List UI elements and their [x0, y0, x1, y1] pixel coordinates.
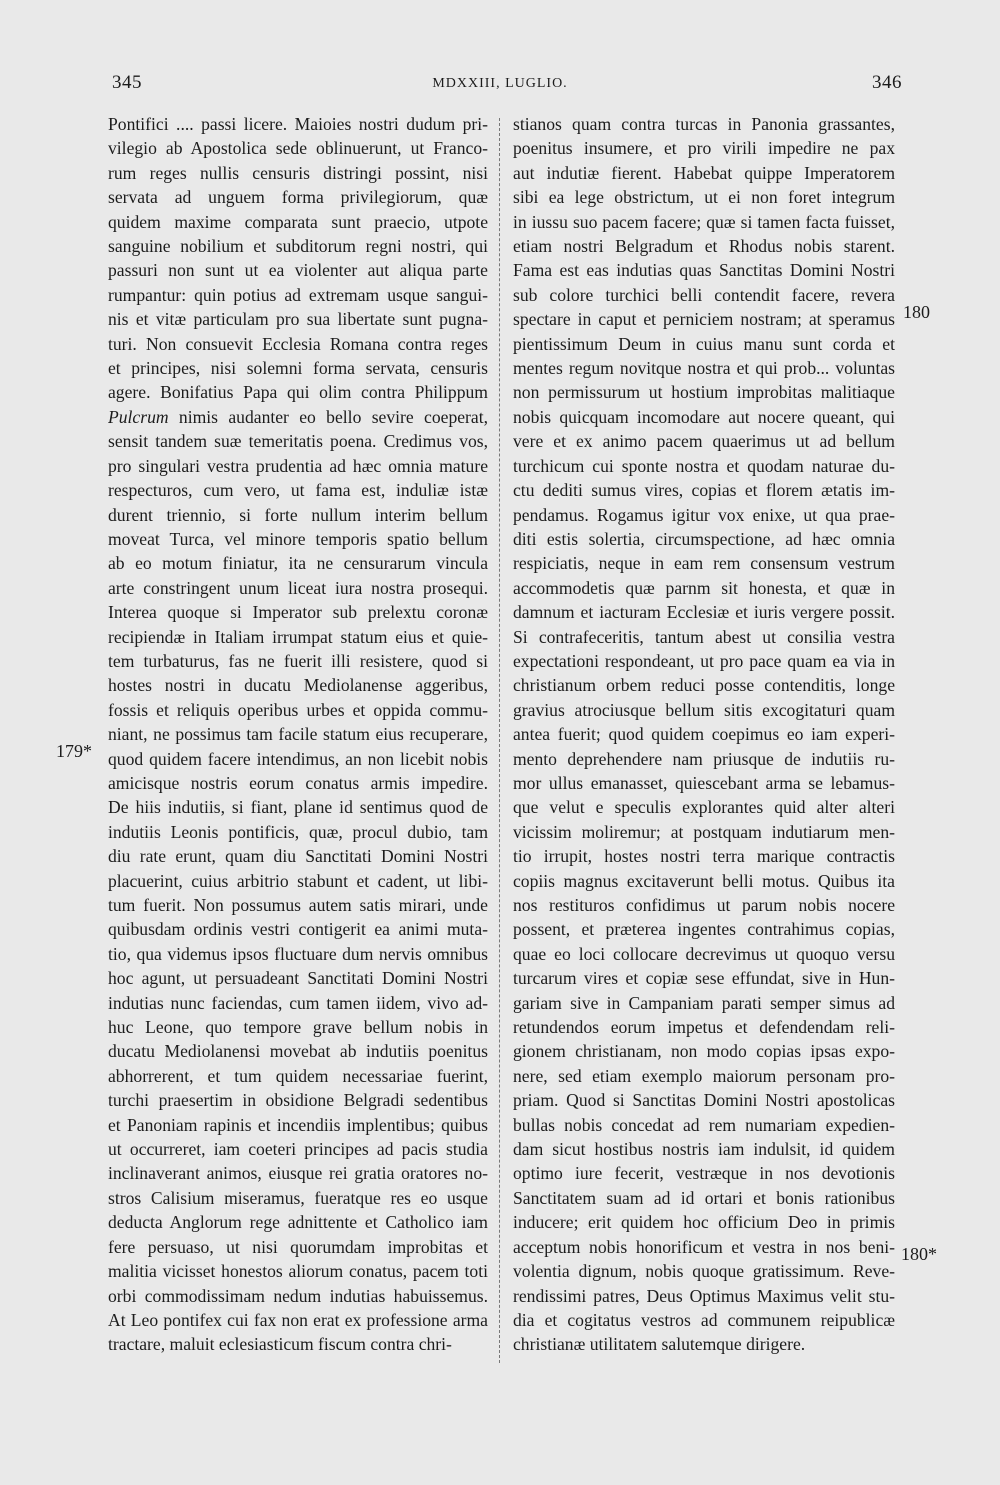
margin-note-180: 180	[903, 302, 930, 322]
text-line: placuerint, cuius arbitrio stabunt et cadent, ut libi-	[108, 870, 488, 891]
text-line: sensit tandem suæ temeritatis poena. Credimus vos,	[108, 431, 488, 452]
text-line: nis et vitæ particulam pro sua libertate sunt pugna-	[108, 309, 488, 330]
column-divider	[499, 118, 500, 1363]
text-line: mor ullus emanasset, quiescebant arma se lebamus-	[513, 772, 895, 793]
text-line: vere et ex animo pacem quaerimus ut ad bellum	[513, 431, 895, 452]
text-line: mento deprehendere nam priusque de indutiis ru-	[513, 748, 895, 769]
text-line: stros Calisium miseramus, fueratque res eo usque	[108, 1187, 488, 1208]
text-line: priam. Quod si Sanctitas Domini Nostri apostolicas	[513, 1090, 895, 1111]
text-line: Interea quoque si Imperator sub prelextu coronæ	[108, 602, 488, 623]
text-line: poenitus insumere, et pro virili impedire ne pax	[513, 138, 895, 159]
text-line: At Leo pontifex cui fax non erat ex professione arma	[108, 1309, 488, 1330]
text-line: sibi ea lege obstrictum, ut ei non foret integrum	[513, 187, 895, 208]
text-line: pro singulari vestra prudentia ad hæc omnia mature	[108, 455, 488, 476]
text-line: turi. Non consuevit Ecclesia Romana contra reges	[108, 333, 488, 354]
text-line: expectationi respondeant, ut pro pace quam ea via in	[513, 650, 895, 671]
text-line: Fama est eas indutias quas Sanctitas Domini Nostri	[513, 260, 895, 281]
text-line: rum reges nullis censuris distringi possint, nisi	[108, 162, 488, 183]
text-line: bullas nobis concedat ad rem numariam expedien-	[513, 1114, 895, 1135]
text-line: ctu dediti sumus vires, copias et florem ætatis im-	[513, 480, 895, 501]
running-header	[0, 72, 1000, 102]
text-line: arte constringent unum liceat iura nostra prosequi.	[108, 577, 488, 598]
text-line: gravius atrociusque bellum sitis excogitaturi quam	[513, 699, 895, 720]
text-line: nos restituros confidimus ut parum nobis nocere	[513, 895, 895, 915]
text-line: christianum orbem reduci posse contenditis, longe	[513, 675, 895, 696]
text-line: tum fuerit. Non possumus autem satis mirari, unde	[108, 895, 488, 915]
text-line: respecturos, cum vero, ut fama est, induliæ istæ	[108, 480, 488, 501]
text-line: pientissimum Deum in cuius manu sunt corda et	[513, 333, 895, 354]
text-line: gionem christianam, non modo copias ipsas expo-	[513, 1041, 895, 1062]
page-number-right: 346	[872, 72, 902, 93]
text-line: Sanctitatem suam ad id ortari et bonis rationibus	[513, 1187, 895, 1208]
text-line: antea fuerit; quod quidem coepimus eo iam experi-	[513, 724, 895, 745]
text-line: rendissimi patres, Deus Optimus Maximus velit stu-	[513, 1285, 895, 1306]
text-line: servata ad unguem forma privilegiorum, quæ	[108, 187, 488, 208]
text-line: accommodetis quæ parnm sit honesta, et quæ in	[513, 577, 895, 598]
text-line: copiis magnus excitaverunt belli motus. Quibus ita	[513, 870, 895, 891]
text-line: fere persuaso, ut nisi quorumdam improbitas et	[108, 1236, 488, 1257]
text-line: agere. Bonifatius Papa qui olim contra Philippum	[108, 382, 488, 403]
text-line: ut occurreret, iam coeteri principes ad pacis studia	[108, 1139, 488, 1160]
left-text-column	[108, 112, 488, 1357]
text-line: tem turbaturus, fas ne fuerit illi resistere, quod si	[108, 650, 488, 671]
text-line: amicisque nostris eorum conatus armis impedire.	[108, 772, 488, 793]
text-line: christianæ utilitatem salutemque dirigere.	[513, 1334, 806, 1355]
text-line: non permissurum ut hostium improbitas malitiaque	[513, 382, 895, 403]
text-line: moveat Turca, vel minore temporis spatio bellum	[108, 528, 488, 549]
right-text-column	[513, 112, 895, 1357]
text-line: tractare, maluit eclesiasticum fiscum contra chri-	[108, 1334, 452, 1355]
text-line: in iussu suo pacem facere; quæ si tamen facta fuisset,	[513, 211, 895, 232]
text-line: et principes, nisi solemni forma servata, censuris	[108, 358, 488, 379]
text-line: respiciatis, neque in eam rem consensum vestrum	[513, 553, 895, 574]
text-line: sanguine nobilium et subditorum regni nostri, qui	[108, 236, 488, 257]
text-line: recipiendæ in Italiam irrumpat statum eius et quie-	[108, 626, 488, 647]
text-line: malitia vicisset honestos aliorum conatus, pacem toti	[108, 1261, 488, 1282]
text-line: gariam sive in Campaniam parati semper simus ad	[513, 992, 895, 1013]
text-line: passuri non sunt ut ea violenter aut aliqua parte	[108, 260, 488, 281]
text-line: deducta Anglorum rege adnittente et Catholico iam	[108, 1212, 488, 1233]
text-line: dam sicut hostibus nostris iam indulsit, id quidem	[513, 1139, 895, 1160]
text-line: tio irrupit, hostes nostri terra marique contractis	[513, 846, 895, 867]
text-line: damnum et iacturam Ecclesiæ et iuris vergere possit.	[513, 602, 895, 623]
text-line: inducere; erit quidem hoc officium Deo in primis	[513, 1212, 895, 1233]
text-line: acceptum nobis honorificum et vestra in nos beni-	[513, 1236, 895, 1257]
text-line: rumpantur: quin potius ad extremam usque sangui-	[108, 284, 488, 305]
text-line: quae eo loci collocare decrevimus ut quoquo versu	[513, 943, 895, 964]
text-line: durent triennio, si forte nullum interim bellum	[108, 504, 488, 525]
text-line: sub colore turchici belli contendit facere, revera	[513, 284, 895, 305]
text-line: dia et cogitatus vestros ad communem reipublicæ	[513, 1309, 895, 1330]
text-line: vilegio ab Apostolica sede oblinuerunt, ut Franco-	[108, 138, 488, 159]
text-line: spectare in caput et perniciem nostram; at speramus	[513, 309, 895, 330]
text-line: niant, ne possimus tam facile statum eius recuperare,	[108, 724, 488, 745]
text-line: possent, et præterea ingentes contrahimus copias,	[513, 919, 895, 940]
text-line: orbi commodissimam nedum indutias habuissemus.	[108, 1285, 488, 1306]
text-line: turcarum vires et copiæ sese effundat, sive in Hun-	[513, 968, 895, 989]
text-line: hostes nostri in ducatu Mediolanense aggeribus,	[108, 675, 488, 696]
text-line: mentes regum novitque nostra et qui prob... voluntas	[513, 358, 895, 379]
text-line: quidem maxime comparata sunt praecio, utpote	[108, 211, 488, 232]
text-line: ducatu Mediolanensi movebat ab indutiis poenitus	[108, 1041, 488, 1062]
text-line: huc Leone, quo tempore grave bellum nobis in	[108, 1017, 488, 1038]
text-line: indutiis Leonis pontificis, quæ, procul dubio, tam	[108, 821, 488, 842]
text-line: nere, sed etiam exemplo maiorum personam pro-	[513, 1065, 895, 1086]
text-line: hoc agunt, ut persuadeant Sanctitati Domini Nostri	[108, 968, 488, 989]
text-line: diti estis solertia, circumspectione, ad hæc omnia	[513, 528, 895, 549]
text-line: Pulcrum nimis audanter eo bello sevire coeperat,	[108, 406, 488, 427]
text-line: De hiis indutiis, si fiant, plane id sentimus quod de	[108, 797, 488, 818]
text-line: que velut e speculis explorantes quid alter alteri	[513, 797, 895, 818]
text-line: nobis quicquam incomodare aut nocere queant, qui	[513, 406, 895, 427]
text-line: inclinaverant animos, eiusque rei gratia oratores no-	[108, 1163, 488, 1184]
text-line: aut indutiæ fierent. Habebat quippe Imperatorem	[513, 162, 895, 183]
text-line: quod quidem facere intendimus, an non licebit nobis	[108, 748, 488, 769]
text-line: diu rate erunt, quam diu Sanctitati Domini Nostri	[108, 846, 488, 867]
text-line: abhorrerent, et tum quidem necessariae fuerint,	[108, 1065, 488, 1086]
text-line: tio, qua videmus ipsos fluctuare dum nervis omnibus	[108, 943, 488, 964]
margin-note-179: 179*	[56, 741, 92, 761]
text-line: pendamus. Rogamus igitur vox enixe, ut qua prae-	[513, 504, 895, 525]
text-line: vicissim moliremur; at postquam indutiarum men-	[513, 821, 895, 842]
text-line: Si contrafeceritis, tantum abest ut consilia vestra	[513, 626, 895, 647]
text-line: optimo iure fecerit, vestræque in nos devotionis	[513, 1163, 895, 1184]
text-line: stianos quam contra turcas in Panonia grassantes,	[513, 114, 895, 134]
text-line: volentia dignum, nobis quoque gratissimum. Reve-	[513, 1261, 895, 1282]
margin-note-180-star: 180*	[901, 1244, 937, 1264]
text-line: etiam nostri Belgradum et Rhodus nobis starent.	[513, 236, 895, 257]
text-line: Pontifici .... passi licere. Maioies nostri dudum pri-	[108, 114, 488, 134]
running-title: MDXXIII, LUGLIO.	[432, 76, 568, 91]
text-line: indutias nunc faciendas, cum tamen iidem, vivo ad-	[108, 992, 488, 1013]
text-line: quibusdam ordinis vestri contigerit ea animi muta-	[108, 919, 488, 940]
text-line: ab eo motum finiatur, ita ne censurarum vincula	[108, 553, 488, 574]
text-line: et Panoniam rapinis et incendiis implentibus; quibus	[108, 1114, 488, 1135]
text-line: retundendos eorum impetus et defendendam reli-	[513, 1017, 895, 1038]
text-line: fossis et reliquis operibus urbes et oppida commu-	[108, 699, 488, 720]
text-line: turchicum cui sponte nostra et quodam naturae du-	[513, 455, 895, 476]
text-line: turchi praesertim in obsidione Belgradi sedentibus	[108, 1090, 488, 1111]
page-number-left: 345	[112, 72, 142, 93]
